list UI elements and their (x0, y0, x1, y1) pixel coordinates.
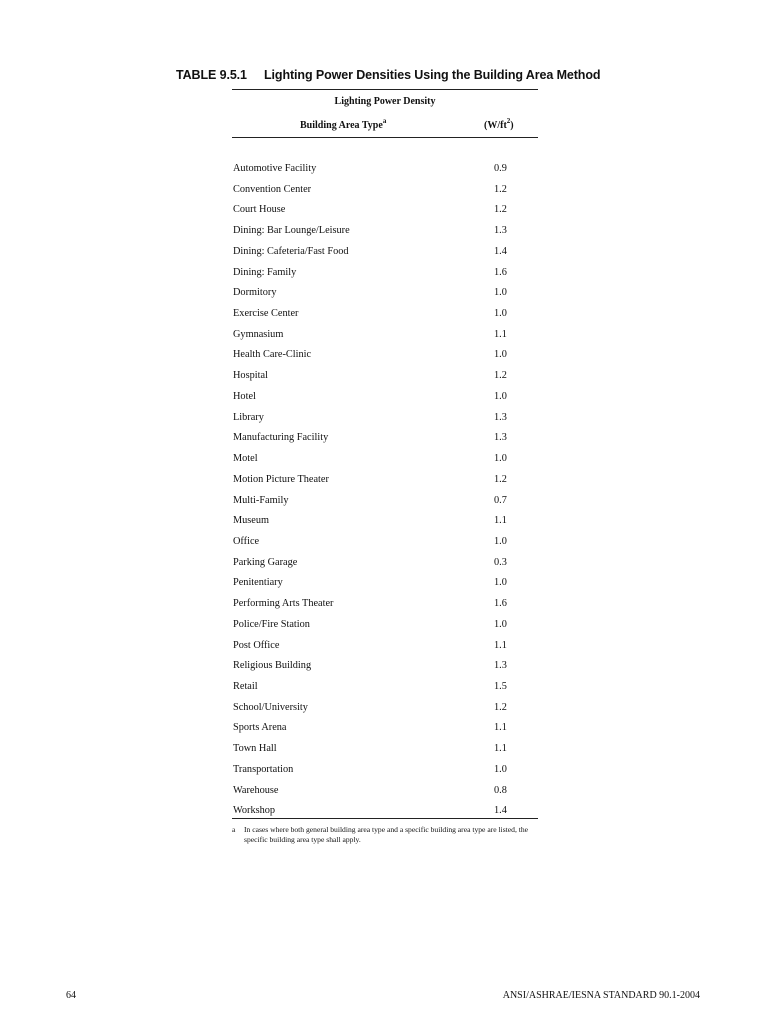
table-row (233, 345, 539, 366)
table-row (233, 511, 539, 532)
table-row (233, 242, 539, 263)
lighting-power-density-cell: 0.9 (494, 163, 507, 174)
building-area-type-cell: Performing Arts Theater (233, 598, 334, 610)
lighting-power-density-cell: 1.0 (494, 763, 507, 775)
lighting-power-density-cell: 1.3 (494, 432, 507, 444)
lighting-power-density-cell: 1.1 (494, 639, 507, 651)
lighting-power-density-cell: 1.0 (494, 308, 507, 320)
building-area-type-cell: Multi-Family (233, 494, 289, 506)
lighting-power-density-cell: 1.1 (494, 743, 507, 755)
table-row (233, 636, 539, 657)
lighting-power-density-cell: 0.7 (494, 494, 507, 506)
lighting-power-density-cell: 1.5 (494, 680, 507, 692)
lighting-power-density-cell: 1.4 (494, 245, 507, 257)
table-row (233, 718, 539, 739)
table-top-rule (232, 89, 538, 90)
table-header-rule (232, 137, 538, 138)
table-row (233, 304, 539, 325)
lighting-power-density-cell: 1.1 (494, 515, 507, 527)
footnote-reference: a (382, 116, 387, 125)
table-row (233, 470, 539, 491)
building-area-type-cell: Museum (233, 515, 270, 527)
table-row (233, 532, 539, 553)
building-area-type-cell: Post Office (233, 639, 280, 651)
building-area-type-cell: Office (233, 535, 260, 547)
table-row (233, 449, 539, 470)
lighting-power-density-cell: 1.3 (494, 660, 507, 672)
lighting-power-density-cell: 1.1 (494, 328, 507, 340)
building-area-type-cell: Warehouse (233, 784, 279, 796)
building-area-type-cell: Convention Center (233, 183, 312, 195)
table-row (233, 180, 539, 201)
lighting-power-density-cell: 1.0 (494, 390, 507, 402)
table-row (233, 656, 539, 677)
table-row (233, 739, 539, 760)
building-area-type-cell: Library (233, 411, 264, 423)
building-area-type-cell: Manufacturing Facility (233, 432, 329, 444)
table-row (233, 325, 539, 346)
lighting-power-density-cell: 1.2 (494, 473, 507, 485)
unit-suffix: ) (510, 120, 514, 131)
building-area-type-cell: Dormitory (233, 287, 277, 299)
table-row (233, 221, 539, 242)
building-area-type-cell: Motion Picture Theater (233, 473, 329, 485)
table-row (233, 573, 539, 594)
building-area-type-cell: Transportation (233, 763, 294, 775)
building-area-type-cell: Motel (233, 453, 258, 465)
running-footer: ANSI/ASHRAE/IESNA STANDARD 90.1-2004 (502, 990, 700, 1001)
table-row (233, 553, 539, 574)
unit-exponent: 2 (506, 116, 511, 125)
building-area-type-cell: School/University (233, 701, 308, 713)
table-row (233, 283, 539, 304)
building-area-type-cell: Workshop (233, 805, 276, 817)
building-area-type-cell: Exercise Center (233, 308, 299, 320)
building-area-type-cell: Town Hall (233, 743, 277, 755)
table-row (233, 159, 539, 180)
table-row (233, 263, 539, 284)
lighting-power-density-cell: 1.2 (494, 701, 507, 713)
lighting-power-density-cell: 1.0 (494, 287, 507, 299)
table-row (233, 760, 539, 781)
table-body (233, 159, 539, 822)
header-building-area-type (300, 116, 387, 131)
lighting-power-density-cell: 1.0 (494, 349, 507, 361)
lighting-power-density-cell: 1.0 (494, 577, 507, 589)
table-title: Lighting Power Densities Using the Building Area Method (264, 68, 601, 82)
building-area-type-cell: Dining: Cafeteria/Fast Food (233, 245, 349, 257)
lighting-power-density-cell: 0.3 (494, 556, 507, 568)
table-row (233, 428, 539, 449)
building-area-type-cell: Dining: Bar Lounge/Leisure (233, 225, 350, 237)
page-number: 64 (66, 990, 76, 1001)
lighting-power-density-cell: 1.3 (494, 225, 507, 237)
table-row (233, 491, 539, 512)
building-area-type-cell: Hotel (233, 390, 256, 402)
table-row (233, 594, 539, 615)
lighting-power-density-cell: 1.0 (494, 453, 507, 465)
building-area-type-cell: Hospital (233, 370, 268, 382)
table-row (233, 698, 539, 719)
table-number: TABLE 9.5.1 (176, 68, 247, 82)
table-row (233, 366, 539, 387)
table-row (233, 408, 539, 429)
header-type-label: Building Area Type (300, 120, 383, 131)
header-unit (484, 116, 514, 131)
lighting-power-density-cell: 0.8 (494, 784, 507, 796)
unit-prefix: (W/ft (484, 120, 507, 131)
lighting-power-density-cell: 1.2 (494, 183, 507, 195)
building-area-type-cell: Religious Building (233, 660, 312, 672)
table-row (233, 781, 539, 802)
lighting-power-density-cell: 1.0 (494, 618, 507, 630)
header-lighting-power-density: Lighting Power Density (334, 96, 436, 107)
building-area-type-cell: Court House (233, 204, 286, 216)
building-area-type-cell: Health Care-Clinic (233, 349, 312, 361)
table-row (233, 387, 539, 408)
building-area-type-cell: Penitentiary (233, 577, 283, 589)
lighting-power-density-cell: 1.4 (494, 805, 507, 817)
lighting-power-density-cell: 1.1 (494, 722, 507, 734)
footnote-text: In cases where both general building area type and a specific building area type are listed, the specific building area type shall apply. (244, 825, 529, 844)
building-area-type-cell: Police/Fire Station (233, 618, 310, 630)
lighting-power-density-cell: 1.3 (494, 411, 507, 423)
building-area-type-cell: Automotive Facility (233, 163, 317, 174)
table-bottom-rule (232, 818, 538, 819)
table-caption (176, 68, 606, 82)
lighting-power-density-cell: 1.2 (494, 370, 507, 382)
building-area-type-cell: Gymnasium (233, 328, 284, 340)
building-area-type-cell: Dining: Family (233, 266, 297, 278)
table-row (233, 677, 539, 698)
building-area-type-cell: Sports Arena (233, 722, 287, 734)
building-area-type-cell: Parking Garage (233, 556, 298, 568)
table-row (233, 200, 539, 221)
table-row (233, 615, 539, 636)
lighting-power-density-cell: 1.0 (494, 535, 507, 547)
lighting-power-density-cell: 1.2 (494, 204, 507, 216)
footnote-mark: a (232, 825, 236, 834)
building-area-type-cell: Retail (233, 680, 258, 692)
lighting-power-density-cell: 1.6 (494, 266, 507, 278)
lighting-power-density-cell: 1.6 (494, 598, 507, 610)
